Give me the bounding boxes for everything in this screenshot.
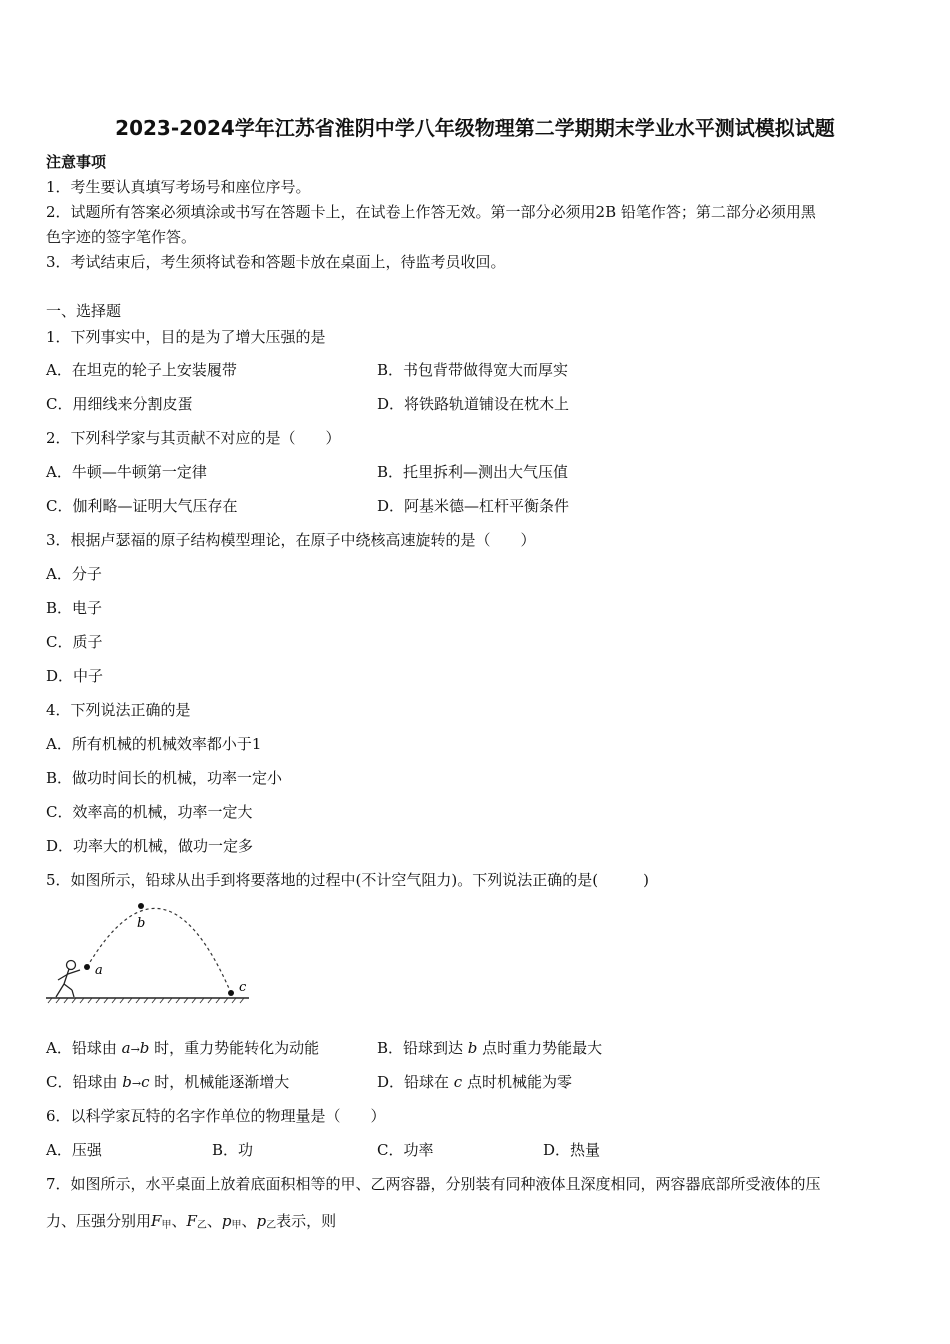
q4-option-c: C．效率高的机械，功率一定大 xyxy=(46,803,253,821)
q6-option-a: A．压强 xyxy=(46,1141,102,1159)
q2-option-d: D．阿基米德—杠杆平衡条件 xyxy=(377,497,570,515)
label-a: a xyxy=(95,963,103,978)
q3-option-d: D．中子 xyxy=(46,667,104,685)
q4-option-d: D．功率大的机械，做功一定多 xyxy=(46,837,254,855)
q3-option-a: A．分子 xyxy=(46,565,102,583)
q2-option-a: A．牛顿—牛顿第一定律 xyxy=(46,463,207,481)
q3-option-b: B．电子 xyxy=(46,599,103,617)
q4-option-b: B．做功时间长的机械，功率一定小 xyxy=(46,769,283,787)
q6-stem: 6．以科学家瓦特的名字作单位的物理量是（ ） xyxy=(46,1107,386,1125)
q5-option-b: B．铅球到达 b 点时重力势能最大 xyxy=(377,1039,603,1057)
point-c xyxy=(228,990,234,996)
q6-option-d: D．热量 xyxy=(543,1141,601,1159)
q3-option-c: C．质子 xyxy=(46,633,103,651)
q1-option-c: C．用细线来分割皮蛋 xyxy=(46,395,193,413)
notice-item-2: 2．试题所有答案必须填涂或书写在答题卡上，在试卷上作答无效。第一部分必须用2B 铅笔作答；第二部分必须用黑 xyxy=(46,203,816,221)
q2-option-c: C．伽利略—证明大气压存在 xyxy=(46,497,238,515)
notice-item-1: 1．考生要认真填写考场号和座位序号。 xyxy=(46,178,311,196)
q3-stem: 3．根据卢瑟福的原子结构模型理论，在原子中绕核高速旋转的是（ ） xyxy=(46,531,536,549)
section-heading: 一、选择题 xyxy=(46,302,122,320)
notice-item-2-cont: 色字迹的签字笔作答。 xyxy=(46,228,197,246)
page-title: 2023-2024学年江苏省淮阴中学八年级物理第二学期期末学业水平测试模拟试题 xyxy=(115,116,835,140)
q5-option-c: C．铅球由 b→c 时，机械能逐渐增大 xyxy=(46,1073,290,1091)
q5-option-d: D．铅球在 c 点时机械能为零 xyxy=(377,1073,572,1091)
q1-stem: 1．下列事实中，目的是为了增大压强的是 xyxy=(46,328,326,346)
q4-stem: 4．下列说法正确的是 xyxy=(46,701,191,719)
q6-option-c: C．功率 xyxy=(377,1141,434,1159)
label-c: c xyxy=(239,980,247,995)
q7-stem-line1: 7．如图所示，水平桌面上放着底面积相等的甲、乙两容器，分别装有同种液体且深度相同，两容器底部所受液体的压 xyxy=(46,1175,821,1193)
q5-option-a: A．铅球由 a→b 时，重力势能转化为动能 xyxy=(46,1039,320,1057)
q2-stem: 2．下列科学家与其贡献不对应的是（ ） xyxy=(46,429,341,447)
q5-stem: 5．如图所示，铅球从出手到将要落地的过程中(不计空气阻力)。下列说法正确的是( ) xyxy=(46,871,649,889)
q7-stem-line2: 力、压强分别用F甲、F乙、p甲、p乙表示，则 xyxy=(46,1212,337,1231)
ground-hatching xyxy=(48,998,244,1003)
q1-option-b: B．书包背带做得宽大而厚实 xyxy=(377,361,569,379)
shot-put-figure xyxy=(44,898,254,1006)
thrower-figure xyxy=(56,961,80,998)
q4-option-a: A．所有机械的机械效率都小于1 xyxy=(46,735,262,753)
notice-item-3: 3．考试结束后，考生须将试卷和答题卡放在桌面上，待监考员收回。 xyxy=(46,253,506,271)
q6-option-b: B．功 xyxy=(212,1141,254,1159)
notice-heading: 注意事项 xyxy=(46,153,107,171)
point-a xyxy=(84,964,90,970)
trajectory-path xyxy=(87,908,231,993)
q1-option-d: D．将铁路轨道铺设在枕木上 xyxy=(377,395,570,413)
q2-option-b: B．托里拆利—测出大气压值 xyxy=(377,463,569,481)
point-b xyxy=(138,903,144,909)
q1-option-a: A．在坦克的轮子上安装履带 xyxy=(46,361,237,379)
label-b: b xyxy=(137,916,146,931)
